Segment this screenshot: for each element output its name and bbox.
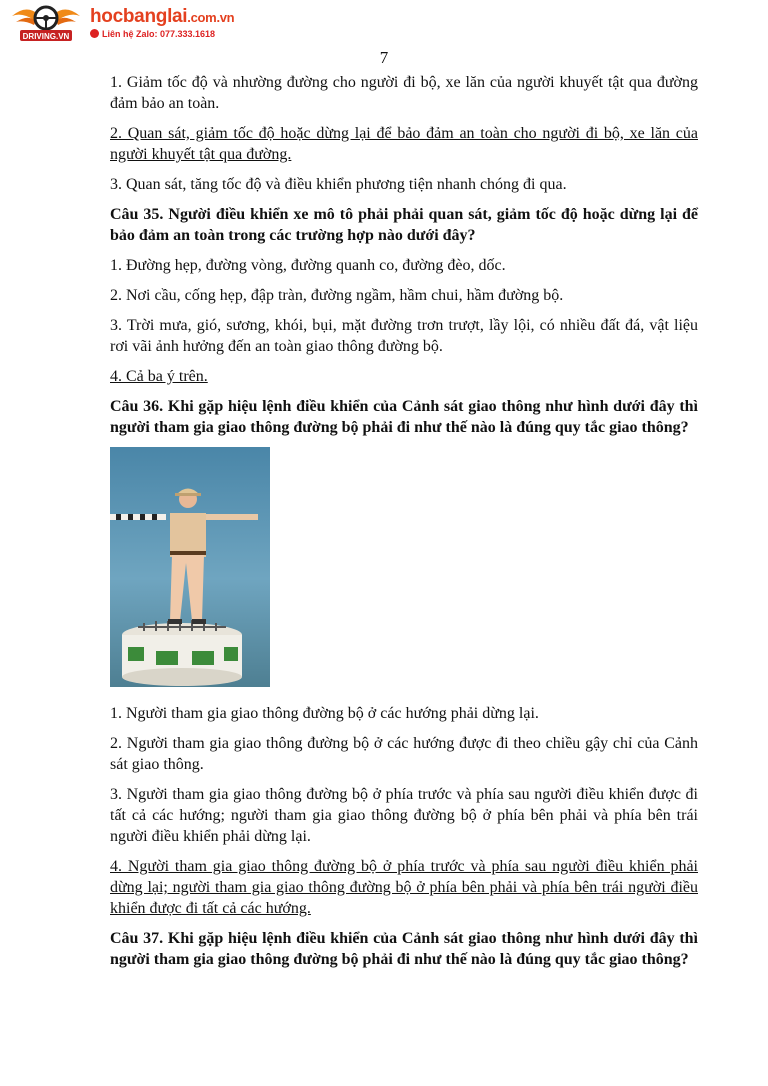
contact-line: Liên hệ Zalo: 077.333.1618 xyxy=(90,29,215,39)
phone-icon xyxy=(90,29,99,38)
answer-option: 3. Quan sát, tăng tốc độ và điều khiển phương tiện nhanh chóng đi qua. xyxy=(110,176,567,193)
answer-option: 1. Giảm tốc độ và nhường đường cho người đi bộ, xe lăn của người khuyết tật qua đường đảm bảo an toàn. xyxy=(110,74,698,112)
question-heading: Câu 36. Khi gặp hiệu lệnh điều khiển của Cảnh sát giao thông như hình dưới đây thì người tham gia giao thông đường bộ phải đi như thế nào là đúng quy tắc giao thông? xyxy=(110,398,698,436)
site-logo[interactable] xyxy=(8,2,248,46)
answer-option: 1. Người tham gia giao thông đường bộ ở các hướng phải dừng lại. xyxy=(110,705,539,722)
answer-option: 1. Đường hẹp, đường vòng, đường quanh co, đường đèo, dốc. xyxy=(110,257,506,274)
brand-name: hocbanglai.com.vn xyxy=(90,6,235,27)
page-number: 7 xyxy=(379,48,389,67)
question-heading: Câu 35. Người điều khiển xe mô tô phải phải quan sát, giảm tốc độ hoặc dừng lại để bảo đảm an toàn trong các trường hợp nào dưới đây? xyxy=(110,206,698,244)
answer-option: 2. Người tham gia giao thông đường bộ ở các hướng được đi theo chiều gậy chỉ của Cảnh sát giao thông. xyxy=(110,735,698,773)
correct-answer-option: 4. Cả ba ý trên. xyxy=(110,368,208,385)
correct-answer-option: 4. Người tham gia giao thông đường bộ ở phía trước và phía sau người điều khiển phải dừng lại; người tham gia giao thông đường bộ ở phía bên phải và phía bên trái người điều khiển được đi tất cả các hướng. xyxy=(110,858,698,917)
answer-option: 3. Người tham gia giao thông đường bộ ở phía trước và phía sau người điều khiển được đi tất cả các hướng; người tham gia giao thông đường bộ ở phía bên phải và phía bên trái người điều khiển phải dừng lại. xyxy=(110,786,698,845)
correct-answer-option: 2. Quan sát, giảm tốc độ hoặc dừng lại để bảo đảm an toàn cho người đi bộ, xe lăn của người khuyết tật qua đường. xyxy=(110,125,698,163)
answer-option: 3. Trời mưa, gió, sương, khói, bụi, mặt đường trơn trượt, lầy lội, có nhiều đất đá, vật liệu rơi vãi ảnh hưởng đến an toàn giao thông đường bộ. xyxy=(110,317,698,355)
logo-text: DRIVING.VN xyxy=(22,32,70,41)
traffic-police-signal-image xyxy=(110,447,270,687)
question-heading: Câu 37. Khi gặp hiệu lệnh điều khiển của Cảnh sát giao thông như hình dưới đây thì người tham gia giao thông đường bộ phải đi như thế nào là đúng quy tắc giao thông? xyxy=(110,930,698,968)
answer-option: 2. Nơi cầu, cống hẹp, đập tràn, đường ngầm, hầm chui, hầm đường bộ. xyxy=(110,287,564,304)
document-body xyxy=(110,72,698,979)
wheel-wings-logo-icon xyxy=(8,2,84,44)
